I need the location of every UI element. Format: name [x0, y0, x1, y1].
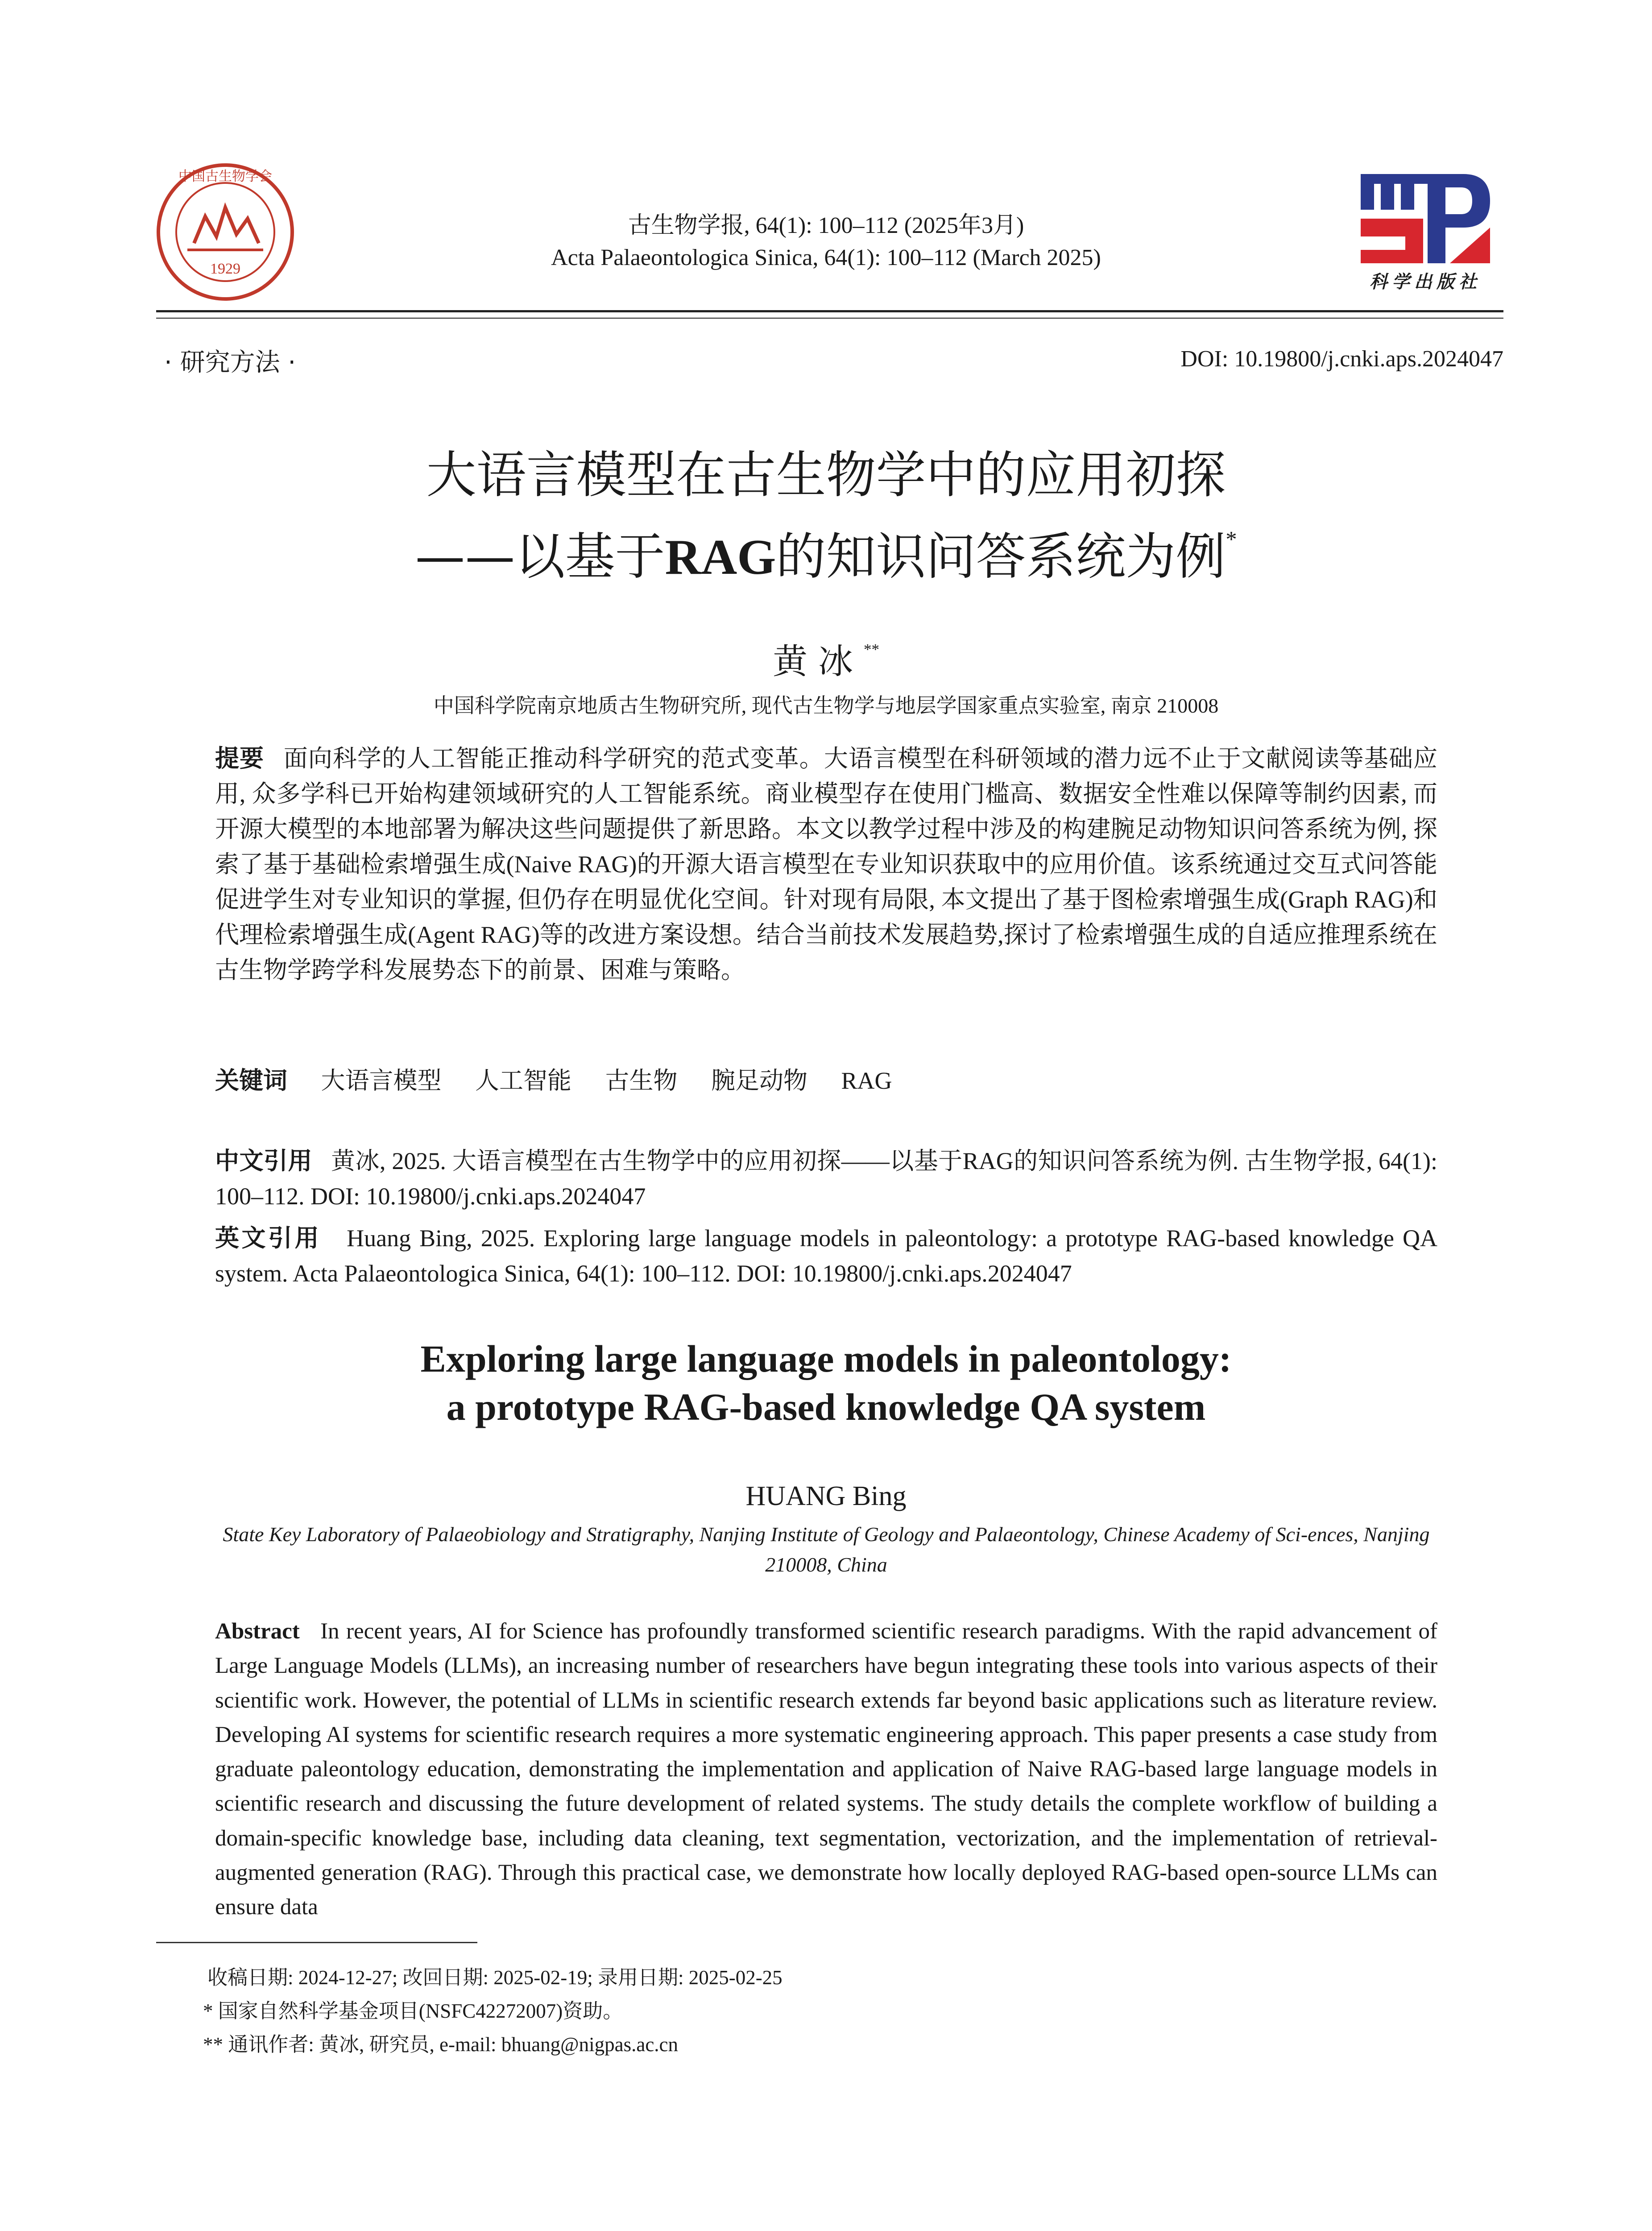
abstract-cn-label: 提要 — [215, 744, 265, 772]
keyword: 腕足动物 — [711, 1067, 807, 1094]
abstract-en-text: In recent years, AI for Science has profoundly transformed scientific research paradigms. With the rapid advancement of Large Language Models (LLMs), an increasing number of researchers have begun integrating these tools into various aspects of their scientific work. However, the potential of LLMs in scientific research extends far beyond basic applications such as literature review. Developing AI systems for scientific research requires a more systematic engineering approach. This paper presents a case study from graduate paleontology education, demonstrating the implementation and application of Naive RAG-based large language models in scientific research and discussing the future development of related systems. The study details the complete workflow of building a domain-specific knowledge base, including data cleaning, text segmentation, vectorization, and the implementation of retrieval-augmented generation (RAG). Through this practical case, we demonstrate how locally deployed RAG-based open-source LLMs can ensure data — [215, 1619, 1437, 1920]
title-cn-line2 — [0, 517, 1652, 589]
author-cn-footnote-mark: ** — [863, 640, 880, 658]
title-en-line1: Exploring large language models in paleontology: — [420, 1337, 1232, 1380]
journal-citation-en: Acta Palaeontologica Sinica, 64(1): 100–112 (March 2025) — [551, 245, 1101, 270]
title-cn-line2-post: 的知识问答系统为例 — [776, 528, 1226, 586]
title-cn-footnote-mark: * — [1226, 527, 1237, 552]
keyword: 人工智能 — [475, 1067, 571, 1094]
title-cn-line2-rag: RAG — [665, 530, 776, 585]
abstract-en — [215, 1614, 1437, 1925]
citation-en-text: Huang Bing, 2025. Exploring large language models in paleontology: a prototype RAG-based knowledge QA system. Acta Palaeontologica Sinica, 64(1): 100–112. DOI: 10.19800/j.cnki.aps.2024047 — [215, 1225, 1438, 1287]
seal-text: 中国古生物学会 — [178, 169, 272, 184]
abstract-en-label: Abstract — [215, 1619, 300, 1644]
journal-citation-cn: 古生物学报, 64(1): 100–112 (2025年3月) — [628, 213, 1024, 238]
citation-cn — [215, 1143, 1437, 1214]
author-cn — [0, 634, 1652, 684]
footnote-fund: * 国家自然科学基金项目(NSFC42272007)资助。 — [203, 2000, 623, 2022]
footnote-rule — [156, 1942, 477, 1943]
keywords-label: 关键词 — [215, 1066, 287, 1095]
abstract-cn — [215, 741, 1437, 988]
citation-cn-text: 黄冰, 2025. 大语言模型在古生物学中的应用初探——以基于RAG的知识问答系统为例. 古生物学报, 64(1): 100–112. DOI: 10.19800/j.cnki.aps.2024047 — [215, 1148, 1438, 1210]
keyword: RAG — [841, 1067, 892, 1094]
header-rule — [156, 310, 1503, 312]
footnote-corresponding-author: ** 通讯作者: 黄冰, 研究员, e-mail: bhuang@nigpas.ac.cn — [203, 2033, 679, 2056]
affiliation-en: State Key Laboratory of Palaeobiology and Stratigraphy, Nanjing Institute of Geology and Palaeontology, Chinese Academy of Sci-ences, Nanjing 210008, China — [223, 1523, 1430, 1576]
citation-cn-label: 中文引用 — [215, 1147, 312, 1175]
abstract-cn-text: 面向科学的人工智能正推动科学研究的范式变革。大语言模型在科研领域的潜力远不止于文献阅读等基础应用, 众多学科已开始构建领域研究的人工智能系统。商业模型存在使用门槛高、数据安全性难以保障等制约因素, 而开源大模型的本地部署为解决这些问题提供了新思路。本文以教学过程中涉及的构建腕足动物知识问答系统为例, 探索了基于基础检索增强生成(Naive RAG)的开源大语言模型在专业知识获取中的应用价值。该系统通过交互式问答能促进学生对专业知识的掌握, 但仍存在明显优化空间。针对现有局限, 本文提出了基于图检索增强生成(Graph RAG)和代理检索增强生成(Agent RAG)等的改进方案设想。结合当前技术发展趋势,探讨了检索增强生成的自适应推理系统在古生物学跨学科发展势态下的前景、困难与策略。 — [215, 745, 1438, 983]
title-cn-line2-pre: ——以基于 — [415, 528, 665, 586]
footnote-dates: 收稿日期: 2024-12-27; 改回日期: 2025-02-19; 录用日期: 2025-02-25 — [207, 1966, 783, 1989]
author-en: HUANG Bing — [745, 1481, 907, 1511]
citation-en-label: 英文引用 — [215, 1224, 322, 1252]
citation-en — [215, 1220, 1437, 1291]
science-press-logo — [1361, 174, 1490, 263]
header-rule-thin — [156, 318, 1503, 319]
section-label: · 研究方法 · — [164, 348, 296, 377]
title-en-line2: a prototype RAG-based knowledge QA system — [446, 1385, 1206, 1428]
title-cn-line1: 大语言模型在古生物学中的应用初探 — [426, 446, 1226, 504]
publisher-name: 科学出版社 — [1370, 272, 1481, 292]
doi: DOI: 10.19800/j.cnki.aps.2024047 — [1180, 346, 1503, 372]
keyword: 古生物 — [605, 1067, 678, 1094]
keywords-cn — [215, 1063, 1437, 1099]
author-cn-name: 黄冰 — [772, 642, 864, 681]
keyword: 大语言模型 — [321, 1067, 442, 1094]
seal-year: 1929 — [210, 261, 240, 277]
affiliation-cn: 中国科学院南京地质古生物研究所, 现代古生物学与地层学国家重点实验室, 南京 210008 — [433, 694, 1219, 717]
